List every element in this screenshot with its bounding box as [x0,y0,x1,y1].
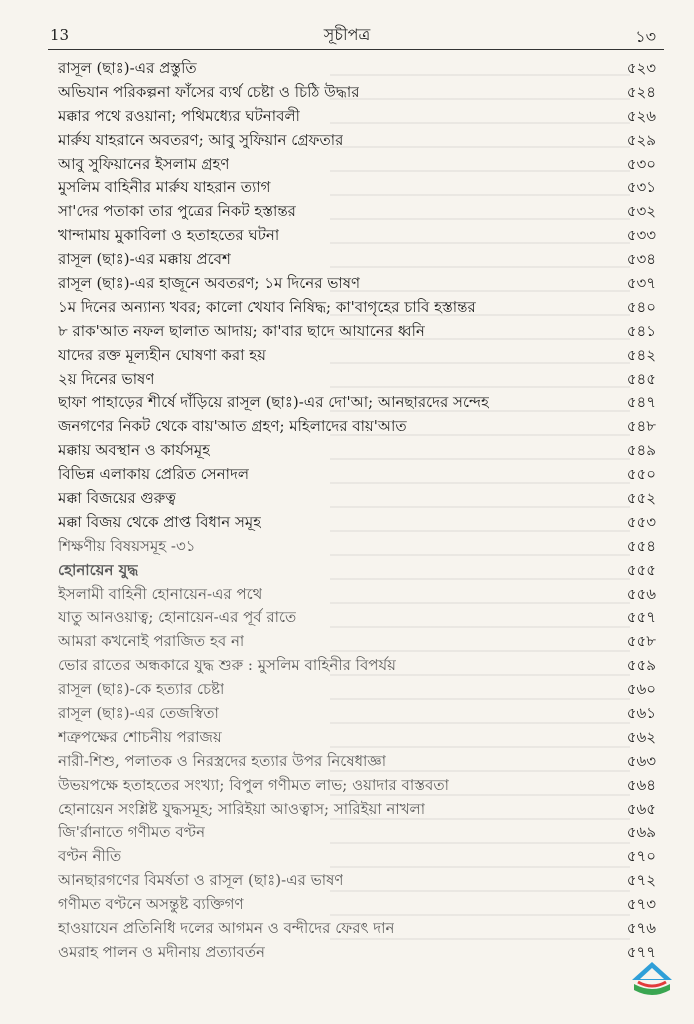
toc-entry-page: ৫২৪ [626,82,656,101]
toc-entry-title: উভয়পক্ষে হতাহতের সংখ্যা; বিপুল গণীমত লাভ; ওয়াদার বাস্তবতা [58,775,449,794]
toc-entry [58,247,656,271]
toc-entry-page: ৫৪৯ [626,441,656,460]
toc-entry-title: মার্রুয যাহরানে অবতরণ; আবু সুফিয়ান গ্রেফতার [58,130,344,149]
toc-entry [58,80,656,104]
toc-entry [58,677,656,701]
toc-entry-page: ৫৪৭ [626,393,656,412]
toc-entry [58,605,656,629]
toc-entry [58,940,656,964]
toc-entry [58,773,656,797]
toc-entry-page: ৫৩০ [626,154,656,173]
toc-entry-page: ৫৭৭ [626,942,656,961]
toc-entry-page: ৫৪৫ [626,369,656,388]
toc-entry-page: ৫২৩ [626,58,656,77]
toc-entry-title: রাসূল (ছাঃ)-এর হাজূনে অবতরণ; ১ম দিনের ভাষণ [58,273,361,292]
toc-entry [58,916,656,940]
toc-entry-title: জনগণের নিকট থেকে বায়'আত গ্রহণ; মহিলাদের বায়'আত [58,417,407,436]
toc-entry-title: মুসলিম বাহিনীর মার্রুয যাহরান ত্যাগ [58,178,271,197]
toc-entry-page: ৫৬৩ [626,751,656,770]
toc-entry [58,725,656,749]
toc-entry-title: মক্কা বিজয় থেকে প্রাপ্ত বিধান সমূহ [58,512,262,531]
toc-entry [58,844,656,868]
toc-entry-page: ৫৫৯ [626,656,656,675]
toc-entry [58,653,656,677]
toc-entry-page: ৫৫৫ [626,560,656,579]
toc-entry [58,582,656,606]
toc-entry-page: ৫৪১ [626,321,656,340]
toc-entry [58,486,656,510]
toc-entry [58,558,656,582]
toc-entry [58,821,656,845]
toc-entry-page: ৫৪০ [626,297,656,316]
toc-entry-title: যাদের রক্ত মূল্যহীন ঘোষণা করা হয় [58,345,266,364]
page-number-bengali: ১৩ [635,27,656,46]
toc-entry [58,104,656,128]
toc-entry [58,56,656,80]
toc-entry-page: ৫৫৭ [626,608,656,627]
toc-entry [58,367,656,391]
toc-entry-title: গণীমত বণ্টনে অসন্তুষ্ট ব্যক্তিগণ [58,895,244,914]
toc-entry-page: ৫৫৪ [626,536,656,555]
toc-entry-title: শিক্ষণীয় বিষয়সমূহ -৩১ [58,536,196,555]
toc-entry [58,892,656,916]
toc-entry-page: ৫৫৮ [626,632,656,651]
toc-entry-page: ৫৫২ [626,488,656,507]
toc-entry-page: ৫৭৩ [626,895,656,914]
toc-entry [58,534,656,558]
toc-entry-title: ছাফা পাহাড়ের শীর্ষে দাঁড়িয়ে রাসূল (ছাঃ)-এর দো'আ; আনছারদের সন্দেহ [58,393,489,412]
toc-entry-page: ৫২৯ [626,130,656,149]
toc-entry-title: খান্দামায় মুকাবিলা ও হতাহতের ঘটনা [58,226,280,245]
toc-entry-page: ৫৫৬ [626,584,656,603]
toc-entry [58,462,656,486]
toc-entry-page: ৫৬৫ [626,799,656,818]
toc-entry-title: মক্কা বিজয়ের গুরুত্ব [58,488,176,507]
running-header [0,18,694,46]
toc-entry-title: ২য় দিনের ভাষণ [58,369,155,388]
toc-entry-page: ৫৬২ [626,727,656,746]
toc-entry-page: ৫৬০ [626,680,656,699]
toc-entry-title: বণ্টন নীতি [58,847,122,866]
toc-entry-page: ৫৩২ [626,202,656,221]
toc-entry-page: ৫৭২ [626,871,656,890]
toc-entry [58,390,656,414]
toc-entry [58,295,656,319]
toc-entry-title: যাতু আনওয়াত্ব; হোনায়েন-এর পূর্ব রাতে [58,608,297,627]
toc-entry-page: ৫৬৪ [626,775,656,794]
toc-entry-title: হোনায়েন সংশ্লিষ্ট যুদ্ধসমূহ; সারিইয়া আওত্বাস; সারিইয়া নাখলা [58,799,426,818]
header-divider [48,49,664,50]
toc-entry-page: ৫৭০ [626,847,656,866]
toc-entry [58,319,656,343]
toc-entry-title: রাসূল (ছাঃ)-এর মক্কায় প্রবেশ [58,250,231,269]
toc-entry [58,797,656,821]
toc-entry-page: ৫৬৯ [626,823,656,842]
toc-entry-title: ইসলামী বাহিনী হোনায়েন-এর পথে [58,584,263,603]
toc-entry [58,152,656,176]
publisher-logo-icon [628,958,676,1002]
toc-entry [58,701,656,725]
toc-entry-page: ৫৩৪ [626,250,656,269]
toc-entry-title: আনছারগণের বিমর্ষতা ও রাসূল (ছাঃ)-এর ভাষণ [58,871,344,890]
toc-entry-title: ওমরাহ পালন ও মদীনায় প্রত্যাবর্তন [58,942,265,961]
toc-entry-title: নারী-শিশু, পলাতক ও নিরস্ত্রদের হত্যার উপর নিষেধাজ্ঞা [58,751,387,770]
toc-entry [58,629,656,653]
toc-entry-title: ৮ রাক'আত নফল ছালাত আদায়; কা'বার ছাদে আযানের ধ্বনি [58,321,425,340]
toc-entry-title: রাসূল (ছাঃ)-কে হত্যার চেষ্টা [58,680,225,699]
toc-entry [58,510,656,534]
toc-entry-page: ৫৬১ [626,703,656,722]
toc-entry-title: আবু সুফিয়ানের ইসলাম গ্রহণ [58,154,230,173]
toc-entry-page: ৫৪২ [626,345,656,364]
toc-entry-title: অভিযান পরিকল্পনা ফাঁসের ব্যর্থ চেষ্টা ও চিঠি উদ্ধার [58,82,360,101]
page-title: সূচীপত্র [323,25,371,44]
toc-entry [58,343,656,367]
toc-entry-title: শত্রুপক্ষের শোচনীয় পরাজয় [58,727,222,746]
toc-entry-title: মক্কায় অবস্থান ও কার্যসমূহ [58,441,211,460]
toc-entry [58,199,656,223]
toc-entry-title: ১ম দিনের অন্যান্য খবর; কালো খেযাব নিষিদ্ধ; কা'বাগৃহের চাবি হস্তান্তর [58,297,476,316]
toc-entry [58,128,656,152]
toc-entry-page: ৫২৬ [626,106,656,125]
table-of-contents [58,56,656,964]
toc-entry [58,414,656,438]
toc-entry-title: আমরা কখনোই পরাজিত হব না [58,632,245,651]
toc-entry-page: ৫৭৬ [626,919,656,937]
toc-entry-page: ৫৪৮ [626,417,656,436]
toc-entry [58,868,656,892]
toc-entry-title: রাসূল (ছাঃ)-এর প্রস্তুতি [58,58,197,77]
page-number-latin: 13 [50,26,70,44]
toc-entry-page: ৫৫৩ [626,512,656,531]
toc-entry-page: ৫৫০ [626,465,656,484]
toc-entry-title: সা'দের পতাকা তার পুত্রের নিকট হস্তান্তর [58,202,296,221]
toc-entry-page: ৫৩৭ [626,273,656,292]
toc-entry [58,749,656,773]
toc-entry-title: বিভিন্ন এলাকায় প্রেরিত সেনাদল [58,465,250,484]
toc-entry [58,271,656,295]
toc-entry-title: হোনায়েন যুদ্ধ [58,560,139,579]
toc-entry-title: রাসূল (ছাঃ)-এর তেজস্বিতা [58,703,219,722]
toc-entry [58,438,656,462]
toc-entry [58,175,656,199]
toc-entry [58,223,656,247]
toc-entry-title: জি'র্রানাতে গণীমত বণ্টন [58,823,206,842]
toc-entry-page: ৫৩৩ [626,226,656,245]
toc-entry-title: ভোর রাতের অন্ধকারে যুদ্ধ শুরু : মুসলিম বাহিনীর বিপর্যয় [58,656,396,675]
toc-entry-title: মক্কার পথে রওয়ানা; পথিমধ্যের ঘটনাবলী [58,106,300,125]
toc-entry-page: ৫৩১ [626,178,656,197]
toc-entry-title: হাওয়াযেন প্রতিনিধি দলের আগমন ও বন্দীদের ফেরৎ দান [58,919,395,937]
